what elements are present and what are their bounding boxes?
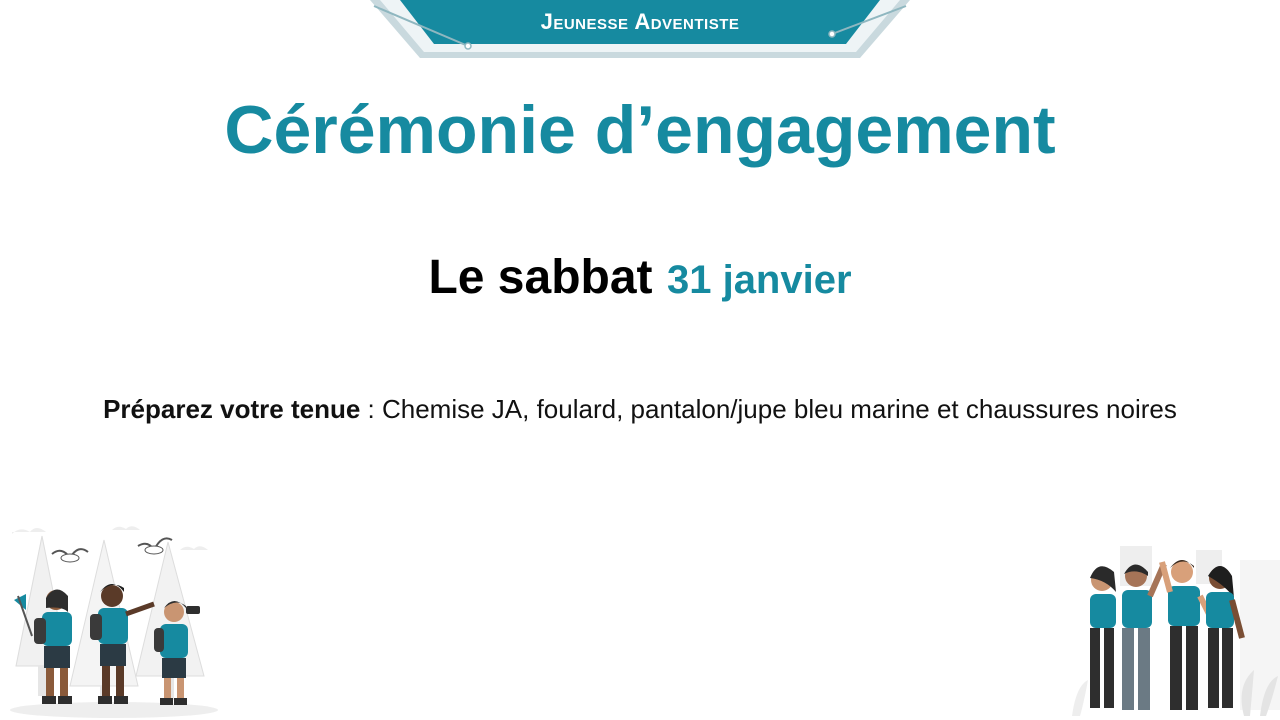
dress-code-label: Préparez votre tenue (103, 394, 361, 424)
group-of-youth-illustration (1064, 540, 1280, 720)
date-value: 31 janvier (666, 258, 852, 302)
dress-code-text: Chemise JA, foulard, pantalon/jupe bleu marine et chaussures noires (381, 394, 1177, 424)
scouts-hiking-illustration (8, 516, 220, 720)
dress-code-paragraph (100, 390, 1180, 428)
page-title: Cérémonie d’engagement (224, 92, 1056, 168)
banner-label: Jeunesse Adventiste (540, 9, 740, 34)
date-line (0, 246, 1280, 321)
date-prefix: Le sabbat (428, 251, 653, 304)
dress-code-separator: : (360, 394, 382, 424)
